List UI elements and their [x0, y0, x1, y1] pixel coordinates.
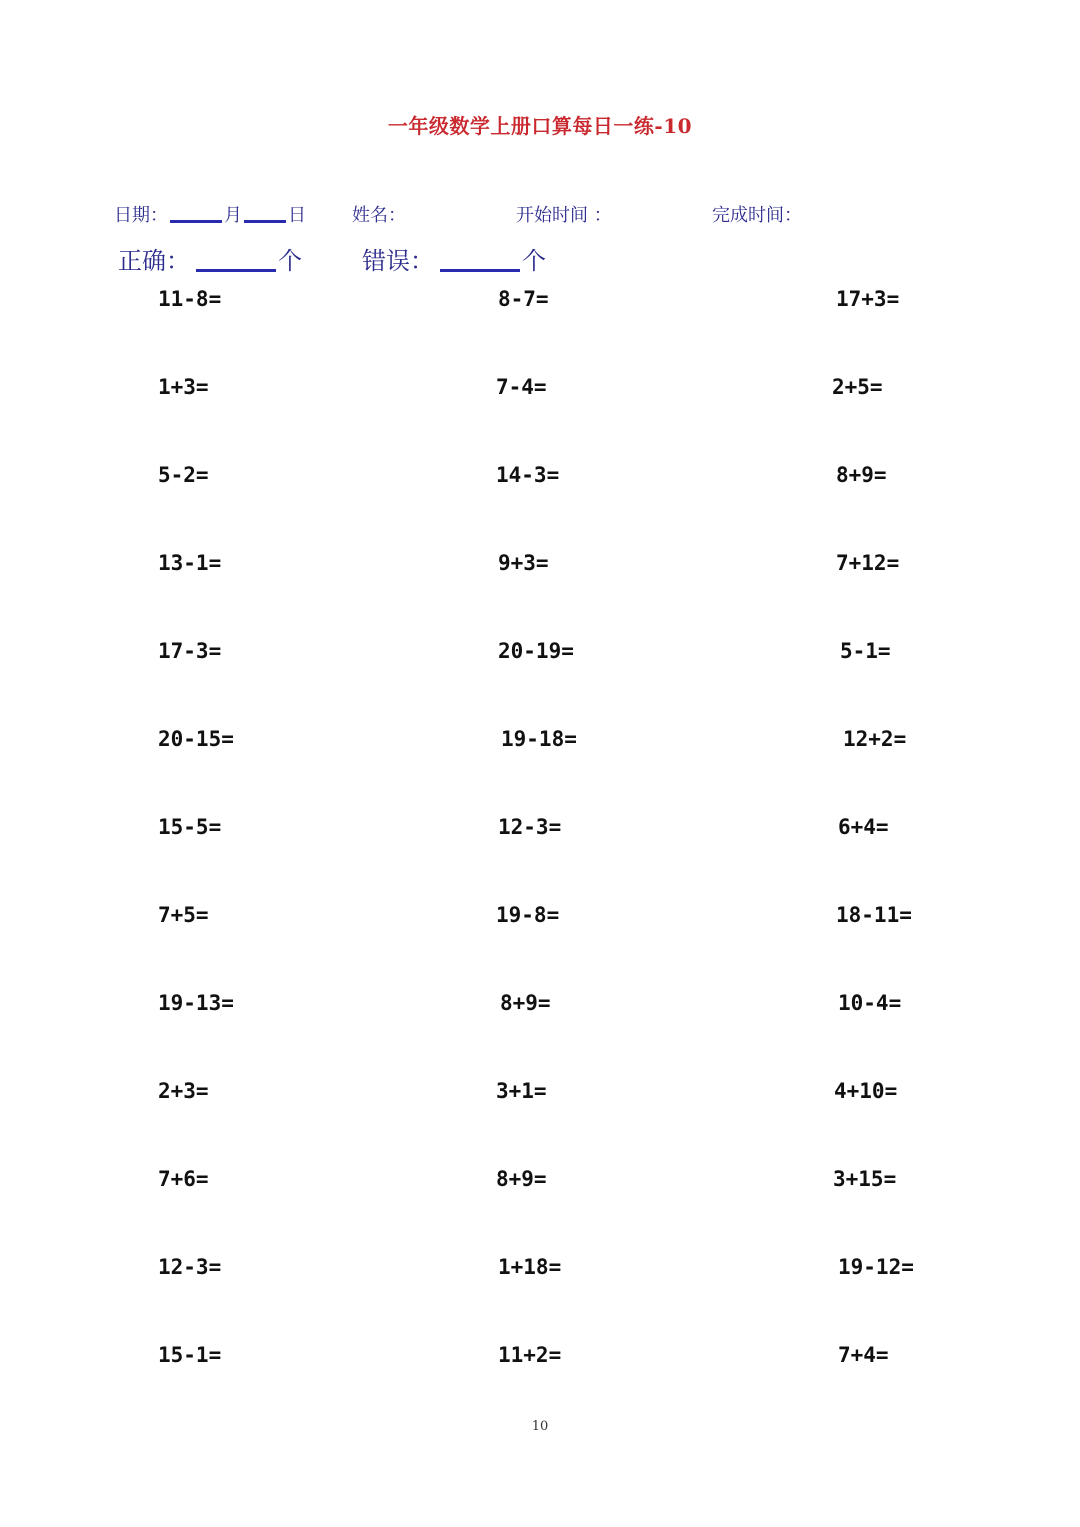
problem: 1+3= [158, 375, 209, 399]
problem: 20-15= [158, 727, 234, 751]
date-label: 日期： [114, 205, 168, 226]
problem: 5-2= [158, 463, 209, 487]
problem: 17+3= [836, 287, 900, 311]
problem: 12-3= [498, 815, 562, 839]
problem: 8+9= [500, 991, 551, 1015]
problem: 2+5= [832, 375, 883, 399]
problem: 11-8= [158, 287, 222, 311]
problem: 18-11= [836, 903, 912, 927]
correct-blank[interactable] [196, 268, 276, 272]
problem: 19-12= [838, 1255, 914, 1279]
month-blank[interactable] [170, 219, 222, 223]
finish-time-label: 完成时间： [712, 205, 802, 226]
wrong-unit: 个 [522, 247, 546, 275]
correct-unit: 个 [278, 247, 302, 275]
problem: 19-8= [496, 903, 560, 927]
wrong-count-field [362, 241, 546, 276]
problem: 8-7= [498, 287, 549, 311]
problem: 5-1= [840, 639, 891, 663]
worksheet-title: 一年级数学上册口算每日一练-10 [387, 114, 693, 138]
wrong-blank[interactable] [440, 268, 520, 272]
problem: 17-3= [158, 639, 222, 663]
problem: 7+5= [158, 903, 209, 927]
problem: 1+18= [498, 1255, 562, 1279]
problem: 4+10= [834, 1079, 898, 1103]
problem: 19-13= [158, 991, 234, 1015]
day-blank[interactable] [244, 219, 286, 223]
problem: 12+2= [843, 727, 907, 751]
problem: 13-1= [158, 551, 222, 575]
problem: 8+9= [496, 1167, 547, 1191]
problem: 14-3= [496, 463, 560, 487]
problem: 11+2= [498, 1343, 562, 1367]
page-number: 10 [531, 1419, 549, 1434]
problem: 15-5= [158, 815, 222, 839]
problem: 3+1= [496, 1079, 547, 1103]
problem: 10-4= [838, 991, 902, 1015]
problem: 8+9= [836, 463, 887, 487]
date-field [114, 201, 306, 227]
month-unit: 月 [224, 205, 242, 226]
wrong-label: 错误： [362, 247, 434, 275]
problem: 7-4= [496, 375, 547, 399]
correct-count-field [118, 241, 302, 276]
problem: 9+3= [498, 551, 549, 575]
problem: 3+15= [833, 1167, 897, 1191]
problem: 20-19= [498, 639, 574, 663]
problem: 2+3= [158, 1079, 209, 1103]
problem: 15-1= [158, 1343, 222, 1367]
day-unit: 日 [288, 205, 306, 226]
problem: 7+6= [158, 1167, 209, 1191]
start-time-label: 开始时间 ： [516, 205, 612, 226]
problem: 19-18= [501, 727, 577, 751]
problem: 7+12= [836, 551, 900, 575]
name-label: 姓名： [352, 205, 406, 226]
problem: 7+4= [838, 1343, 889, 1367]
problem: 12-3= [158, 1255, 222, 1279]
correct-label: 正确： [118, 247, 190, 275]
problem: 6+4= [838, 815, 889, 839]
